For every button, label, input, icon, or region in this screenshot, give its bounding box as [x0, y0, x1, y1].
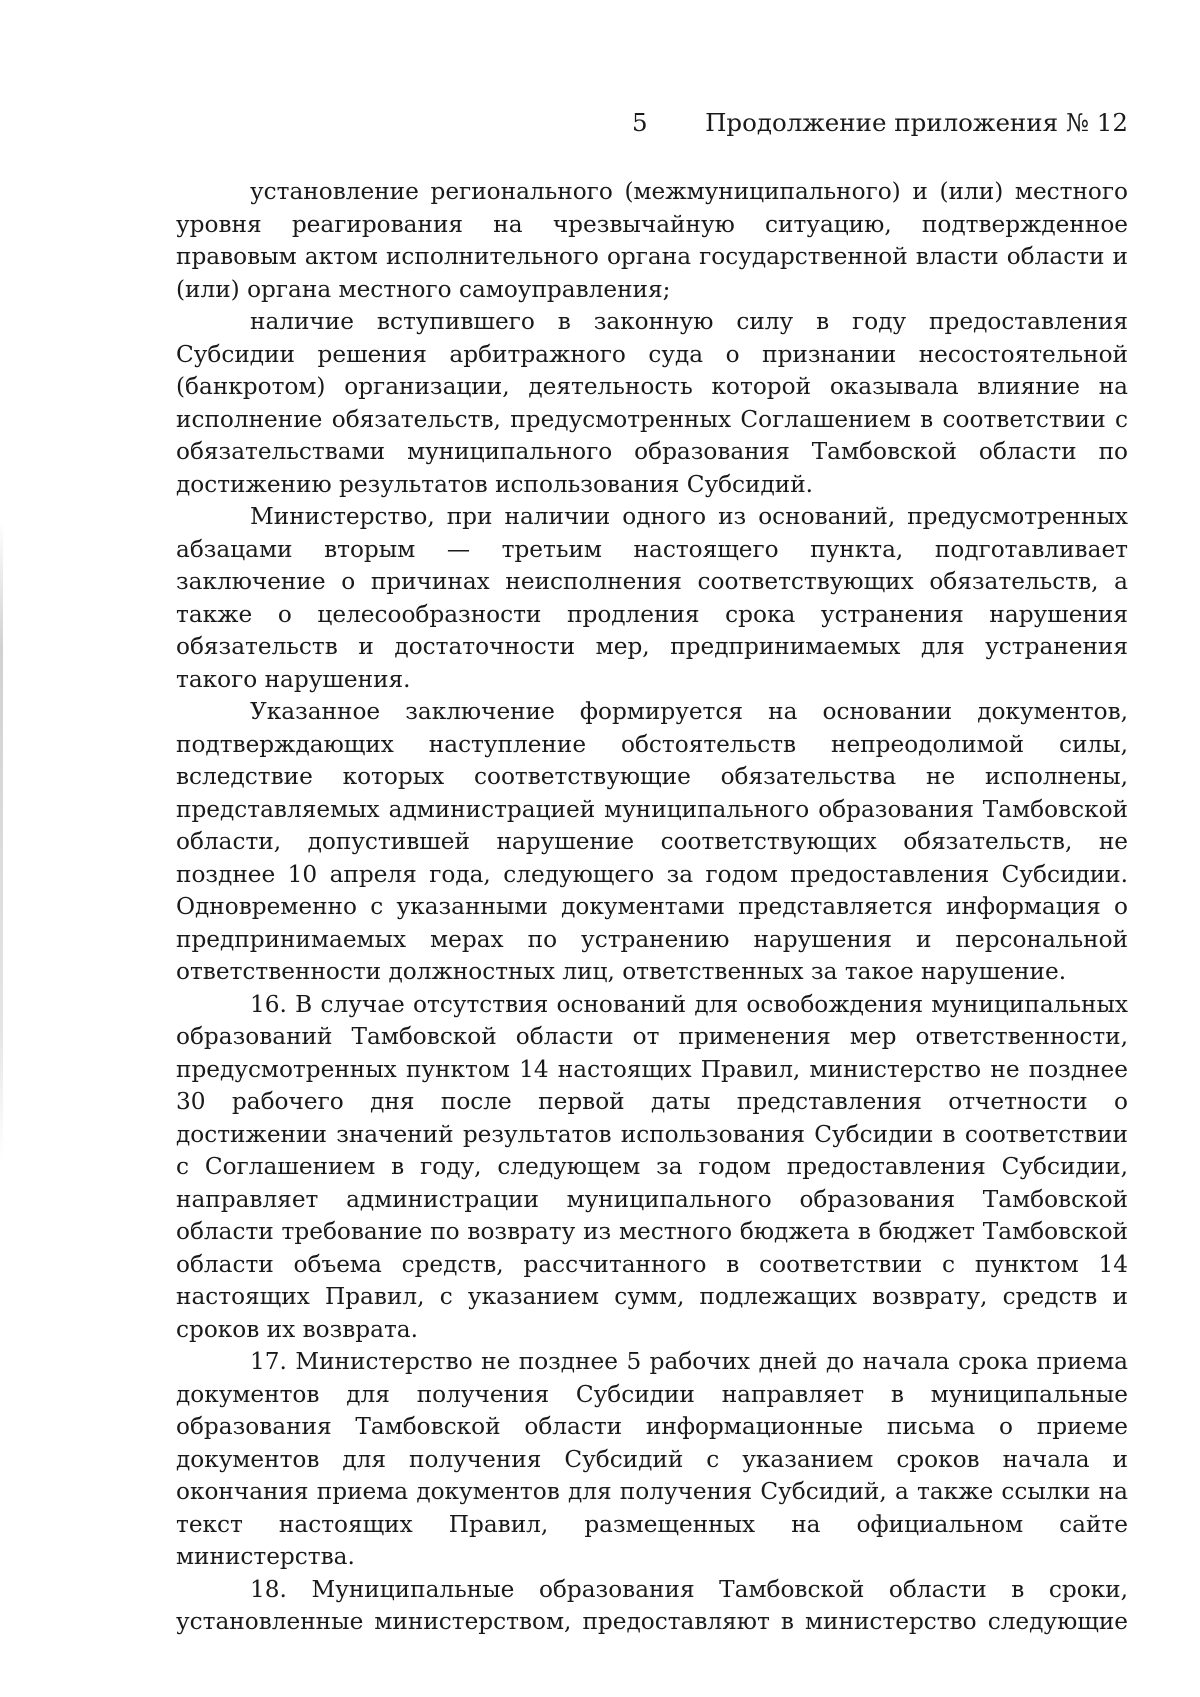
page-number: 5: [632, 108, 648, 137]
paragraph-conclusion-basis: Указанное заключение формируется на основании документов, подтверждающих наступление обстоятельств непреодолимой силы, вследствие которых соответствующие обязательства не исполнены, представляемых администрацией муниципального образования Тамбовской области, допустившей нарушение соответствующих обязательств, не позднее 10 апреля года, следующего за годом предоставления Субсидии. Одновременно с указанными документами представляется информация о предпринимаемых мерах по устранению нарушения и персональной ответственности должностных лиц, ответственных за такое нарушение.: [176, 698, 1128, 985]
paragraph-item-17: 17. Министерство не позднее 5 рабочих дней до начала срока приема документов для получения Субсидии направляет в муниципальные образования Тамбовской области информационные письма о приеме документов для получения Субсидий с указанием сроков начала и окончания приема документов для получения Субсидий, а также ссылки на текст настоящих Правил, размещенных на официальном сайте министерства.: [176, 1348, 1128, 1570]
paragraph-ministry-conclusion: Министерство, при наличии одного из оснований, предусмотренных абзацами вторым — третьим настоящего пункта, подготавливает заключение о причинах неисполнения соответствующих обязательств, а также о целесообразности продления срока устранения нарушения обязательств и достаточности мер, предпринимаемых для устранения такого нарушения.: [176, 503, 1128, 693]
paragraph-emergency-level: установление регионального (межмуниципального) и (или) местного уровня реагирования на чрезвычайную ситуацию, подтвержденное правовым актом исполнительного органа государственной власти области и (или) органа местного самоуправления;: [176, 178, 1128, 303]
appendix-continuation-note: Продолжение приложения № 12: [705, 108, 1128, 137]
paragraph-item-18: 18. Муниципальные образования Тамбовской области в сроки, установленные министерством, предоставляют в министерство следующие: [176, 1575, 1128, 1635]
page-header: [176, 108, 1128, 148]
document-body: [176, 176, 1128, 1639]
scan-edge-shadow: [0, 520, 3, 1160]
paragraph-bankruptcy-decision: наличие вступившего в законную силу в году предоставления Субсидии решения арбитражного суда о признании несостоятельной (банкротом) организации, деятельность которой оказывала влияние на исполнение обязательств, предусмотренных Соглашением в соответствии с обязательствами муниципального образования Тамбовской области по достижению результатов использования Субсидий.: [176, 308, 1128, 498]
paragraph-item-16: 16. В случае отсутствия оснований для освобождения муниципальных образований Тамбовской области от применения мер ответственности, предусмотренных пунктом 14 настоящих Правил, министерство не позднее 30 рабочего дня после первой даты представления отчетности о достижении значений результатов использования Субсидии в соответствии с Соглашением в году, следующем за годом предоставления Субсидии, направляет администрации муниципального образования Тамбовской области требование по возврату из местного бюджета в бюджет Тамбовской области объема средств, рассчитанного в соответствии с пунктом 14 настоящих Правил, с указанием сумм, подлежащих возврату, средств и сроков их возврата.: [176, 990, 1128, 1343]
